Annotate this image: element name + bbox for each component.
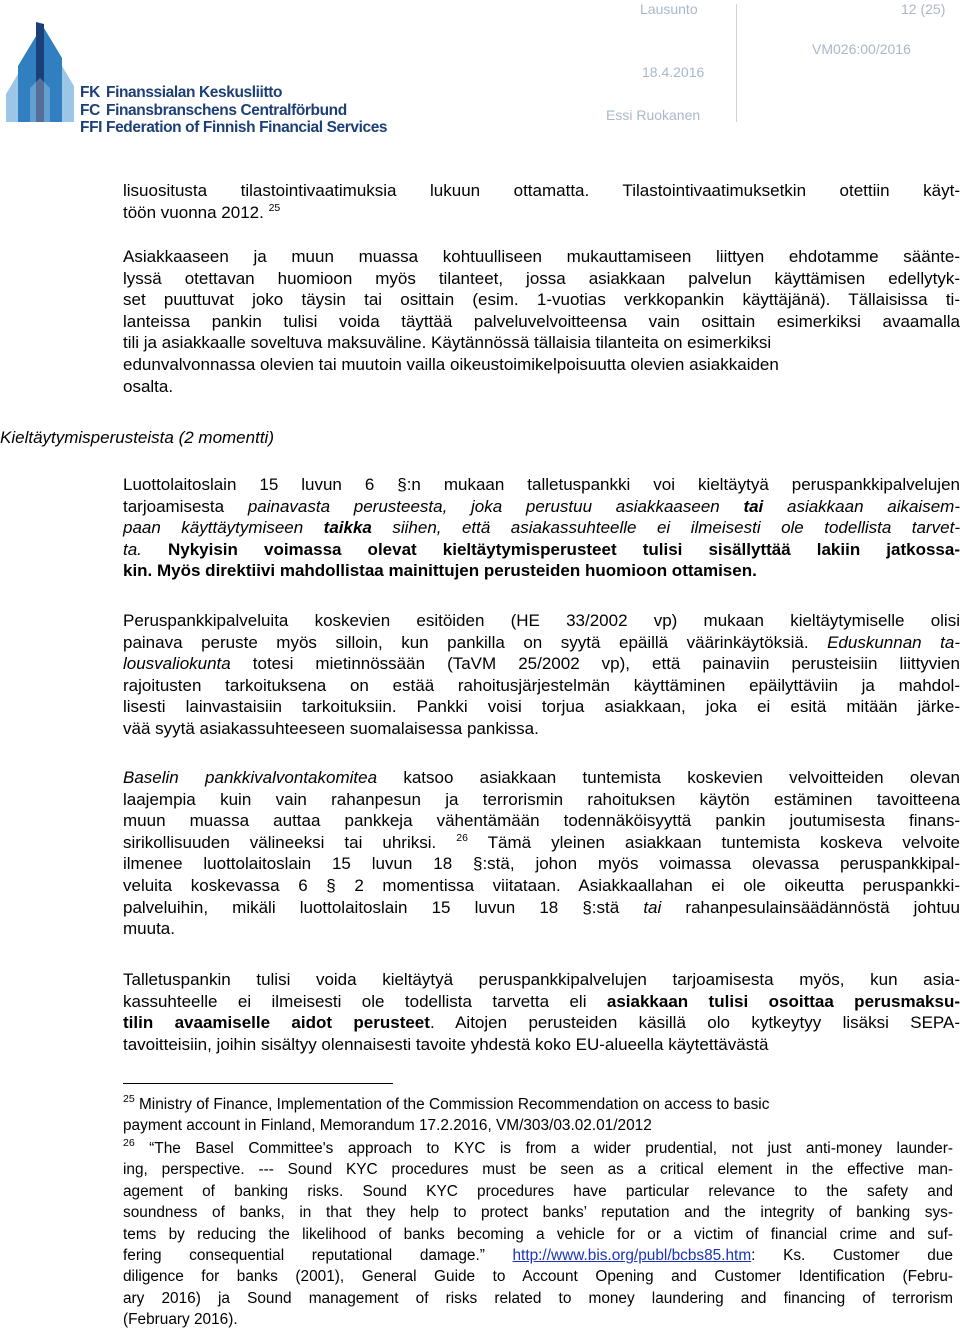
paragraph-2 <box>123 246 960 397</box>
paragraph-1 <box>123 180 960 223</box>
footnote-ref[interactable]: 25 <box>268 201 281 214</box>
footnote-number: 26 <box>123 1137 135 1150</box>
footnote-line: diligence for banks (2001), General Guide to Account Opening and Customer Identification (Febru- <box>123 1268 953 1286</box>
footnote-ref[interactable]: 26 <box>456 831 468 844</box>
text-line: painava peruste myös silloin, kun pankilla on syytä epäillä väärinkäytöksiä. Eduskunnan ta- <box>123 632 960 652</box>
doc-type: Lausunto <box>640 1 698 17</box>
paragraph-5 <box>123 767 960 940</box>
text-line: lyssä otettavan huomioon myös tilanteet, jossa asiakkaan palvelun käyttämisen edellytyk- <box>123 268 960 288</box>
paragraph-6 <box>123 969 960 1055</box>
text-line: rajoitusten tarkoituksena on estää rahoitusjärjestelmän käyttäminen epäilyttäviin ja mahdol- <box>123 675 960 695</box>
footnote-line: fering consequential reputational damage.” http://www.bis.org/publ/bcbs85.htm: Ks. Customer due <box>123 1247 953 1265</box>
footnote-number: 25 <box>123 1093 135 1106</box>
fk-logo <box>0 18 390 136</box>
text-line: palveluihin, mikäli luottolaitoslain 15 luvun 18 §:stä tai rahanpesulainsäädännöstä johtuu <box>123 897 960 917</box>
text-line: kin. Myös direktiivi mahdollistaa mainittujen perusteiden huomioon ottamisen. <box>123 561 757 581</box>
logo-line-fc: FC Finansbranschens Centralförbund <box>80 101 347 119</box>
text-line: lanteissa pankin tulisi voida täyttää palveluvelvoitteensa vain osittain esimerkiksi avaamalla <box>123 311 960 331</box>
text-line: tili ja asiakkaalle soveltuva maksuväline. Käytännössä tällaisia tilanteita on esimerkiksi <box>123 333 772 353</box>
footnote-line: (February 2016). <box>123 1311 238 1329</box>
footnote-line: soundness of banks, in that they help to protect banks’ reputation and the integrity of banking sys- <box>123 1204 953 1222</box>
text-line: vää syytä asiakassuhteeseen suomalaisessa pankissa. <box>123 718 539 738</box>
footnote-line: $^{25}$ Ministry of Finance, Implementation of the Commission Recommendation on access to basic <box>123 1093 770 1113</box>
paragraph-4 <box>123 610 960 740</box>
text-line: töön vuonna 2012. $^{25}$ <box>123 201 281 222</box>
text-line: tarjoamisesta painavasta perusteesta, joka perustuu asiakkaaseen tai asiakkaan aikaisem- <box>123 496 960 516</box>
text-line: kassuhteelle ei ilmeisesti ole todellista tarvetta eli asiakkaan tulisi osoittaa perusmaksu- <box>123 991 960 1011</box>
text-line: ilmenee luottolaitoslain 15 luvun 18 §:stä, johon myös voimassa olevassa peruspankkipal- <box>123 854 960 874</box>
text-line: osalta. <box>123 376 174 396</box>
page-number: 12 (25) <box>901 1 946 17</box>
text-line: tilin avaamiselle aidot perusteet. Aitojen perusteiden käsillä olo kytkeytyy lisäksi SEPA- <box>123 1013 960 1033</box>
text-line: muun muassa auttaa pankkeja vähentämään todennäköisyyttä pankin joutumisesta finans- <box>123 811 960 831</box>
logo-line-ffi: FFI Federation of Finnish Financial Services <box>80 119 388 136</box>
text-line: Peruspankkipalveluita koskevien esitöiden (HE 33/2002 vp) mukaan kieltäytymiselle olisi <box>123 611 960 630</box>
text-line: laajempia kuin vain rahanpesun ja terrorismin rahoituksen käytön estäminen tavoitteena <box>123 789 960 809</box>
logo-line-fk: FK Finanssialan Keskusliitto <box>80 84 283 101</box>
doc-reference: VM026:00/2016 <box>812 41 911 57</box>
text-line: lisuositusta tilastointivaatimuksia lukuun ottamatta. Tilastointivaatimuksetkin otettiin käyt- <box>123 181 960 200</box>
text-line: set puuttuvat joko täysin tai osittain (esim. 1-vuotias verkkopankin käyttäjänä). Tällaisissa ti- <box>123 290 960 310</box>
footnote-line: ary 2016) ja Sound management of risks related to money laundering and financing of terrorism <box>123 1289 953 1307</box>
text-line: muuta. <box>123 919 175 939</box>
text-line: Luottolaitoslain 15 luvun 6 §:n mukaan talletuspankki voi kieltäytyä peruspankkipalvelujen <box>123 475 960 494</box>
paragraph-3 <box>123 474 960 582</box>
text-line: paan käyttäytymiseen taikka siihen, että asiakassuhteelle ei ilmeisesti ole todellista tarvet- <box>123 518 960 538</box>
footnote-line: tems by reducing the likelihood of banks becoming a vehicle for or a victim of financial crime and suf- <box>123 1225 953 1243</box>
text-line: Baselin pankkivalvontakomitea katsoo asiakkaan tuntemista koskevien velvoitteiden olevan <box>123 768 960 787</box>
footnote-line: payment account in Finland, Memorandum 17.2.2016, VM/303/03.02.01/2012 <box>123 1117 652 1135</box>
bis-link[interactable]: http://www.bis.org/publ/bcbs85.htm <box>512 1247 752 1265</box>
footnote-separator <box>123 1083 393 1084</box>
doc-author: Essi Ruokanen <box>606 107 701 123</box>
fk-logo-mark-icon <box>0 18 80 128</box>
footnote-25 <box>123 1094 953 1137</box>
text-line: Asiakkaaseen ja muun muassa kohtuulliseen mukauttamiseen liittyen ehdotamme säänte- <box>123 247 960 266</box>
footnote-26 <box>123 1138 953 1331</box>
text-line: ta. Nykyisin voimassa olevat kieltäytymisperusteet tulisi sisällyttää lakiin jatkossa- <box>123 539 960 559</box>
text-line: tavoitteisiin, joihin sisältyy olennaisesti tavoite yhdestä koko EU-alueella käytettävästä <box>123 1034 769 1054</box>
footnote-line: ing, perspective. --- Sound KYC procedures must be seen as a critical element in the effective man- <box>123 1161 953 1179</box>
doc-date: 18.4.2016 <box>642 64 705 80</box>
text-line: edunvalvonnassa olevien tai muutoin vailla oikeustoimikelpoisuutta olevien asiakkaiden <box>123 354 779 374</box>
text-line: lisesti lainvastaisiin tarkoituksiin. Pankki voisi torjua asiakkaan, joka ei esitä mitään järke- <box>123 697 960 717</box>
text-line: Talletuspankin tulisi voida kieltäytyä peruspankkipalvelujen tarjoamisesta myös, kun asia- <box>123 970 960 989</box>
header-divider <box>736 4 737 122</box>
footnote-line: $^{26}$ “The Basel Committee's approach to KYC is from a wider prudential, not just anti-money launder- <box>123 1137 953 1157</box>
section-heading: Kieltäytymisperusteista (2 momentti) <box>0 428 274 447</box>
text-line: sirikollisuuden välineeksi tai uhriksi. $^{26}$ Tämä yleinen asiakkaan tuntemista koskeva velvoite <box>123 831 960 852</box>
footnote-line: agement of banking risks. Sound KYC procedures have particular relevance to the safety and <box>123 1182 953 1200</box>
text-line: veluita koskevassa 6 § 2 momentissa viitataan. Asiakkaallahan ei ole oikeutta peruspankki- <box>123 875 960 895</box>
text-line: lousvaliokunta totesi mietinnössään (TaVM 25/2002 vp), että painaviin perusteisiin liittyvien <box>123 654 960 674</box>
